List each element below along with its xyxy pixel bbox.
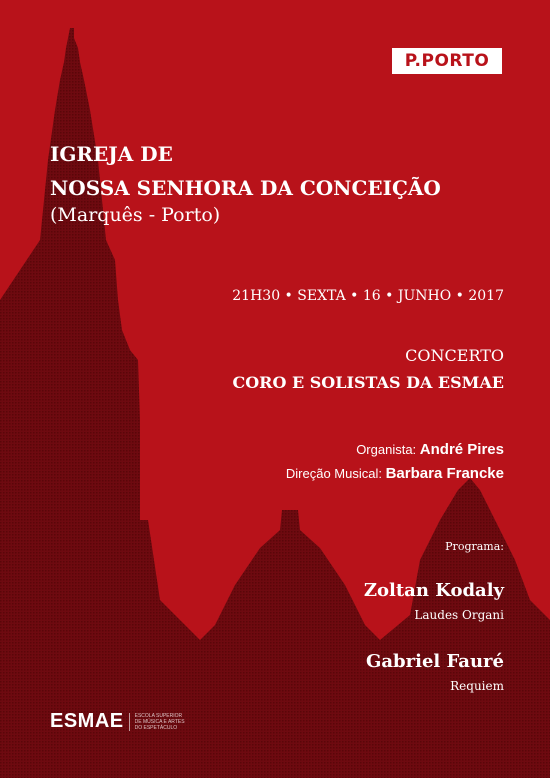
credit-role: Direção Musical: <box>285 466 382 481</box>
esmae-logo-subtitle-line: ESCOLA SUPERIOR <box>134 712 183 719</box>
event-type: CONCERTO <box>405 346 504 365</box>
program-label: Programa: <box>445 540 504 553</box>
credit-music-director <box>286 465 504 482</box>
pporto-logo: P.PORTO <box>392 48 502 74</box>
esmae-logo <box>50 710 185 733</box>
credit-person: Barbara Francke <box>385 465 504 482</box>
venue-title-line-2: NOSSA SENHORA DA CONCEIÇÃO <box>50 176 441 200</box>
esmae-logo-subtitle <box>129 713 185 731</box>
venue-title <box>50 137 441 205</box>
program-work: Laudes Organi <box>414 608 504 622</box>
venue-location: (Marquês - Porto) <box>50 204 221 226</box>
esmae-logo-subtitle-line: DE MÚSICA E ARTES <box>134 718 185 725</box>
event-date: 21H30 • SEXTA • 16 • JUNHO • 2017 <box>232 288 504 304</box>
event-name: CORO E SOLISTAS DA ESMAE <box>232 373 504 392</box>
program-composer: Zoltan Kodaly <box>363 580 504 601</box>
venue-title-line-1: IGREJA DE <box>50 142 173 166</box>
esmae-logo-subtitle-line: DO ESPETÁCULO <box>134 724 178 731</box>
esmae-logo-word: ESMAE <box>50 710 124 732</box>
program-work: Requiem <box>450 679 504 693</box>
credit-role: Organista: <box>356 442 417 457</box>
program-composer: Gabriel Fauré <box>366 651 504 672</box>
credit-person: André Pires <box>419 441 504 458</box>
credit-organist <box>356 441 504 458</box>
